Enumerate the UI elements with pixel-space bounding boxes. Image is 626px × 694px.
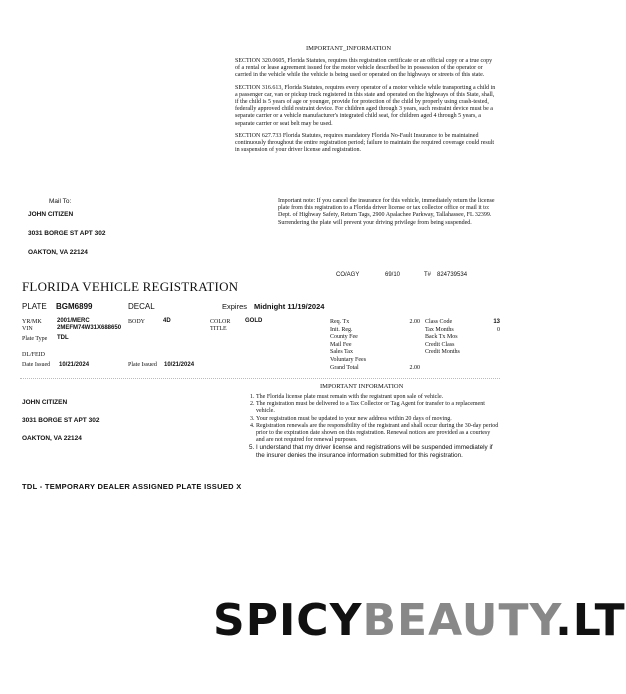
body-label: BODY (128, 319, 146, 325)
fee-label: Voluntary Fees (330, 356, 367, 363)
date-issued-value: 10/21/2024 (59, 362, 90, 368)
fee-label: Init. Reg. (330, 326, 353, 333)
watermark-part-1: SPICY (213, 595, 363, 646)
title-label: TITLE (210, 326, 227, 332)
plate-issued-value: 10/21/2024 (164, 362, 195, 368)
dlfeid-label: DL/FEID (22, 352, 45, 358)
plate-issued-label: Plate Issued (128, 362, 157, 368)
class-value: 0 (497, 326, 500, 333)
top-info-paragraph-1: SECTION 320.0605, Florida Statutes, requires this registration certificate or an official copy or a true copy of a rental or lease agreement issued for the motor vehicle described be in possession of the operator or carried in the vehicle while the vehicle is being used or operated on the highways or streets of this state. (235, 58, 493, 79)
vin-value: 2MEFM74W31X688650 (57, 325, 122, 331)
top-info-block (235, 58, 497, 159)
color-label: COLOR (210, 319, 231, 325)
bottom-info-item-3: 3. Your registration must be updated to your new address within 20 days of moving. (256, 416, 500, 423)
top-info-heading: IMPORTANT_INFORMATION (306, 45, 392, 52)
fee-row-mail-fee (330, 342, 420, 350)
class-row-back-tx (425, 334, 500, 342)
fee-label: Sales Tax (330, 349, 353, 356)
top-info-paragraph-2: SECTION 316.613, Florida Statutes, requires every operator of a motor vehicle while transporting a child in a passenger car, van or pickup truck registered in this state and operated on the highways of this State, shall, if the child is 5 years of age or younger, provide for protection of the child by properly using crash-tested, federally approved child restraint device. For children aged through 3 years, such restraint device must be a separate carrier or a vehicle manufacturer's integrated child seat, for children aged 4 through 5 years, a separate carrier or seat belt may be used. (235, 84, 496, 127)
fee-row-grand-total (330, 365, 420, 373)
footer-note: TDL - TEMPORARY DEALER ASSIGNED PLATE ISSUED X (22, 482, 242, 491)
class-label: Tax Months (425, 326, 454, 333)
owner-name: JOHN CITIZEN (22, 399, 68, 406)
important-note: Important note: If you cancel the insurance for this vehicle, immediately return the license plate from this registration to a Florida driver license or tax collector office or mail it to: Dept. of Highway Safety, Return Tags, 2900 Apalachee Parkway, Tallahassee, FL 32399. Surrendering the plate will prevent your driving privilege from being suspended. (278, 198, 495, 226)
mail-to-street: 3031 BORGE ST APT 302 (28, 230, 106, 237)
bottom-info-list (246, 394, 500, 460)
watermark-logo (213, 597, 626, 645)
watermark-part-2: BEAUTY (362, 595, 556, 646)
plate-value: BGM6899 (56, 302, 93, 311)
date-issued-label: Date Issued (22, 362, 51, 368)
mail-to-city: OAKTON, VA 22124 (28, 249, 88, 256)
owner-street: 3031 BORGE ST APT 302 (22, 417, 100, 424)
class-info-table (425, 319, 500, 357)
fees-table (330, 319, 420, 372)
decal-label: DECAL (128, 302, 155, 311)
class-label: Class Code (425, 319, 453, 325)
fee-value: 2.00 (409, 319, 420, 325)
class-label: Credit Months (425, 349, 460, 356)
plate-label: PLATE (22, 302, 47, 311)
fee-label: Mail Fee (330, 341, 352, 348)
class-row-tax-months (425, 327, 500, 335)
fee-label: Req. Tx (330, 319, 350, 325)
watermark-part-3: .LT (555, 595, 626, 646)
mail-to-label: Mail To: (49, 198, 72, 205)
plate-type-label: Plate Type (22, 336, 48, 342)
fee-row-county-fee (330, 334, 420, 342)
fee-row-init-reg (330, 327, 420, 335)
fee-row-voluntary-fees (330, 357, 420, 365)
class-row-credit-months (425, 349, 500, 357)
body-value: 4D (163, 318, 171, 324)
class-value: 13 (493, 319, 500, 325)
owner-city: OAKTON, VA 22124 (22, 435, 82, 442)
vin-label: VIN (22, 326, 33, 332)
top-info-paragraph-3: SECTION 627.733 Florida Statutes, requires mandatory Florida No-Fault Insurance to be maintained continuously throughout the entire registration period; failure to maintain the required coverage could result in suspension of your driver license and registration. (235, 132, 495, 154)
fee-label: Grand Total (330, 364, 359, 371)
bottom-info-item-4: 4. Registration renewals are the responsibility of the registrant and shall occur during the 30-day period prior to the expiration date shown on this registration. Renewal notices are provided as a courtesy and are not required for renewal purposes. (256, 423, 500, 445)
bottom-info-item-2: 2. The registration must be delivered to a Tax Collector or Tag Agent for transfer to a replacement vehicle. (256, 401, 500, 415)
fee-value: 2.00 (409, 364, 420, 371)
class-row-credit-class (425, 342, 500, 350)
yrmk-label: YR/MK (22, 319, 42, 325)
fee-label: County Fee (330, 334, 358, 341)
yrmk-value: 2001/MERC (57, 318, 90, 324)
coagy-value: 69/10 (385, 272, 401, 278)
fee-row-req-tx (330, 319, 420, 327)
bottom-info-item-5: 5. I understand that my driver license and registrations will be suspended immediately if the insurer denies the insurance information submitted for this registration. (256, 444, 500, 460)
coagy-label: CO/AGY (336, 272, 360, 278)
expires-value: Midnight 11/19/2024 (254, 302, 325, 311)
color-value: GOLD (245, 318, 263, 324)
registration-title: FLORIDA VEHICLE REGISTRATION (22, 279, 239, 294)
expires-label: Expires (222, 302, 248, 311)
mail-to-name: JOHN CITIZEN (28, 211, 74, 218)
bottom-info-heading: IMPORTANT INFORMATION (320, 383, 404, 390)
class-row-code (425, 319, 500, 327)
plate-type-value: TDL (57, 335, 69, 341)
class-label: Credit Class (425, 341, 455, 348)
divider-line (20, 378, 500, 379)
tr-label: T# (424, 272, 432, 278)
bottom-info-item-1: 1. The Florida license plate must remain with the registrant upon sale of vehicle. (256, 394, 500, 401)
class-label: Back Tx Mos (425, 334, 458, 341)
fee-row-sales-tax (330, 349, 420, 357)
tr-value: 824739534 (437, 272, 468, 278)
